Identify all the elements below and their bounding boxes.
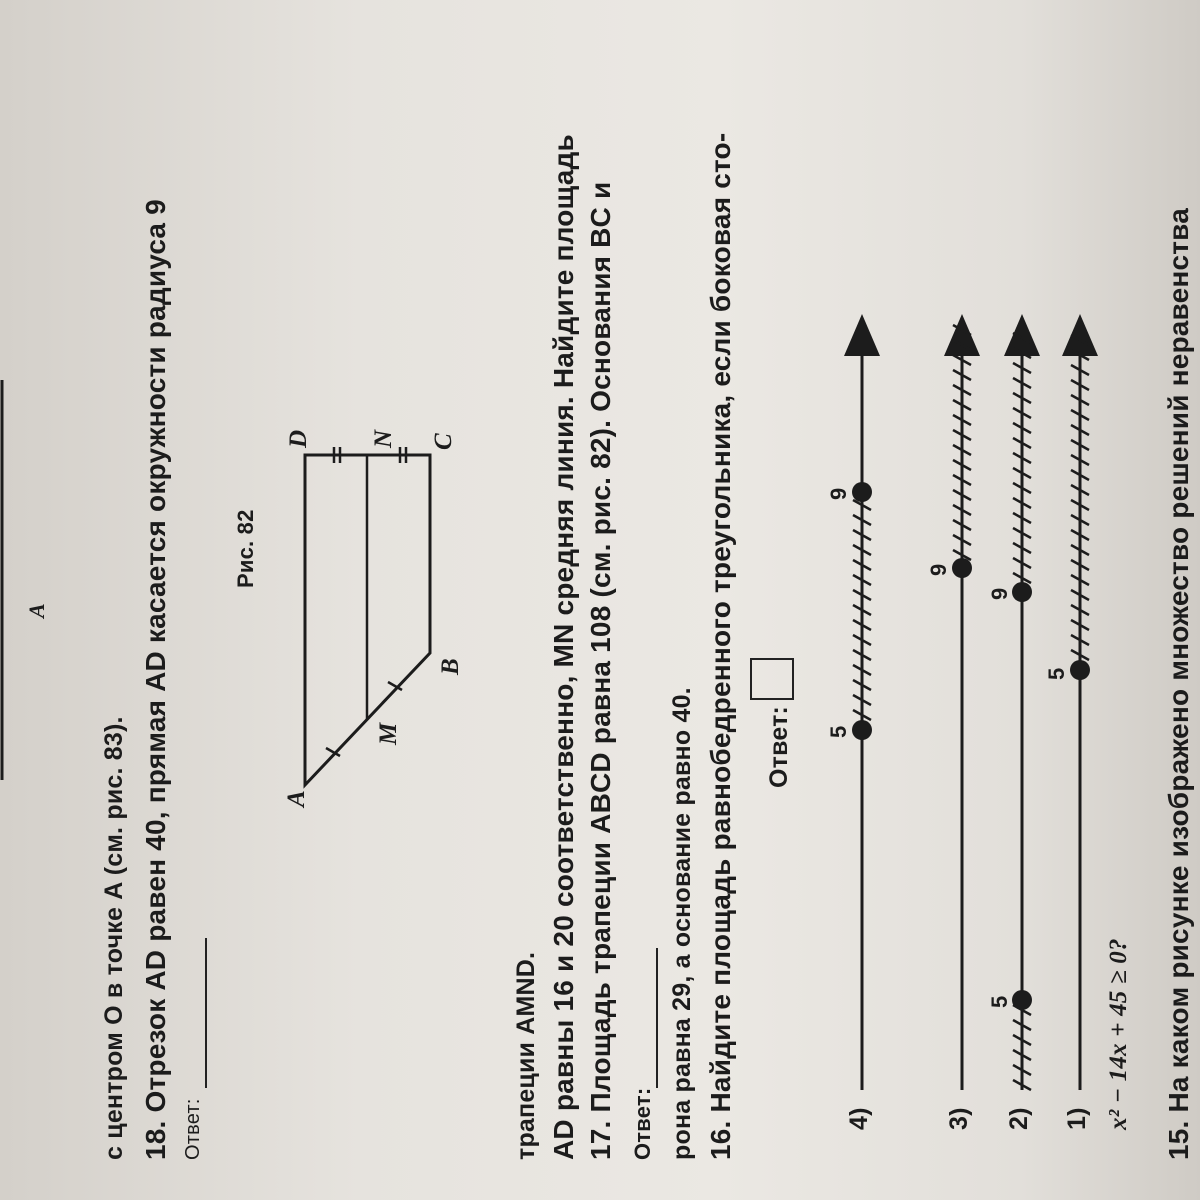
- task18-line2: с центром O в точке A (см. рис. 83).: [100, 716, 128, 1160]
- figure-82-caption: Рис. 82: [233, 509, 258, 588]
- task17-line2: AD равны 16 и 20 соответственно, MN средняя линия. Найдите площадь: [548, 134, 579, 1160]
- vertex-M: M: [375, 722, 402, 745]
- opt3-tick-9: 9: [926, 563, 951, 576]
- task17-line3: трапеции AMND.: [512, 951, 540, 1160]
- task15-inequality: x² − 14x + 45 ≥ 0?: [1105, 938, 1132, 1130]
- figure-83-label-A: A: [24, 603, 49, 618]
- task17-line1: 17. Площадь трапеции ABCD равна 108 (см. рис. 82). Основания BC и: [585, 181, 616, 1160]
- option-3-label: 3): [945, 1107, 973, 1130]
- task16-answer-label: Ответ:: [630, 1087, 655, 1160]
- opt2-tick-5: 5: [987, 995, 1012, 1008]
- option-4-label: 4): [845, 1107, 873, 1130]
- option-2-label: 2): [1005, 1107, 1033, 1130]
- task15-answer-label: Ответ:: [765, 705, 793, 788]
- opt4-tick-5: 5: [826, 725, 851, 738]
- task17-answer-label: Ответ:: [182, 1098, 204, 1160]
- vertex-A: A: [283, 790, 310, 807]
- vertex-B: B: [437, 658, 464, 675]
- task16-line2: рона равна 29, а основание равно 40.: [668, 687, 696, 1160]
- opt1-tick-5: 5: [1044, 667, 1069, 680]
- task15-header: 15. На каком рисунке изображено множество решений неравенства: [1163, 208, 1194, 1160]
- opt4-tick-9: 9: [826, 487, 851, 500]
- task18-line1: 18. Отрезок AD равен 40, прямая AD касается окружности радиуса 9: [140, 199, 171, 1160]
- vertex-N: N: [370, 429, 397, 448]
- vertex-D: D: [285, 429, 312, 448]
- opt2-tick-9: 9: [987, 587, 1012, 600]
- vertex-C: C: [430, 433, 457, 450]
- option-1-label: 1): [1063, 1107, 1091, 1130]
- task16-line1: 16. Найдите площадь равнобедренного треугольника, если боковая сто-: [705, 132, 736, 1160]
